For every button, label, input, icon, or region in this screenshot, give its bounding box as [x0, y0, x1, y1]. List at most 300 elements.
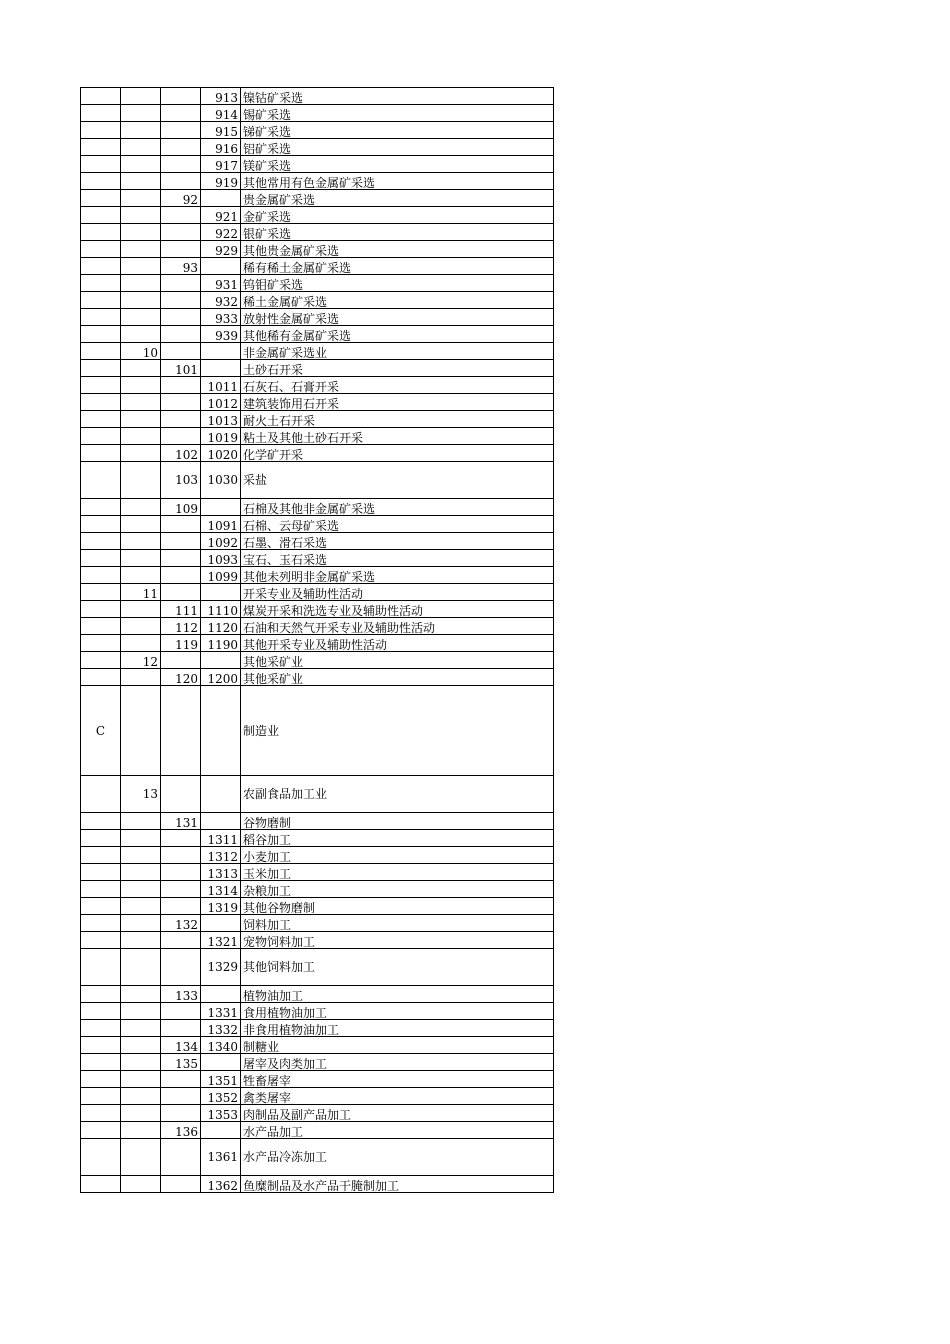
category-name-cell: 镍钴矿采选 — [241, 88, 554, 105]
division-code-cell — [121, 377, 161, 394]
category-name-cell: 稀有稀土金属矿采选 — [241, 258, 554, 275]
section-code-cell — [81, 1139, 121, 1176]
category-name-cell: 粘土及其他土砂石开采 — [241, 428, 554, 445]
section-code-cell — [81, 275, 121, 292]
classification-table — [80, 87, 554, 1193]
class-code-cell: 1311 — [201, 830, 241, 847]
group-code-cell — [161, 224, 201, 241]
group-code-cell — [161, 173, 201, 190]
section-code-cell — [81, 1003, 121, 1020]
section-code-cell — [81, 190, 121, 207]
group-code-cell: 119 — [161, 635, 201, 652]
table-row — [81, 1105, 554, 1122]
division-code-cell — [121, 499, 161, 516]
table-body — [81, 88, 554, 1193]
section-code-cell — [81, 881, 121, 898]
category-name-cell: 水产品加工 — [241, 1122, 554, 1139]
group-code-cell — [161, 686, 201, 776]
section-code-cell — [81, 462, 121, 499]
section-code-cell — [81, 122, 121, 139]
table-row — [81, 156, 554, 173]
section-code-cell — [81, 986, 121, 1003]
category-name-cell: 石棉及其他非金属矿采选 — [241, 499, 554, 516]
group-code-cell — [161, 652, 201, 669]
category-name-cell: 食用植物油加工 — [241, 1003, 554, 1020]
category-name-cell: 煤炭开采和洗选专业及辅助性活动 — [241, 601, 554, 618]
category-name-cell: 宠物饲料加工 — [241, 932, 554, 949]
division-code-cell — [121, 1054, 161, 1071]
division-code-cell — [121, 88, 161, 105]
table-row — [81, 139, 554, 156]
category-name-cell: 采盐 — [241, 462, 554, 499]
category-name-cell: 银矿采选 — [241, 224, 554, 241]
section-code-cell — [81, 1071, 121, 1088]
section-code-cell — [81, 1037, 121, 1054]
group-code-cell — [161, 864, 201, 881]
table-row — [81, 173, 554, 190]
division-code-cell — [121, 445, 161, 462]
group-code-cell — [161, 156, 201, 173]
category-name-cell: 化学矿开采 — [241, 445, 554, 462]
group-code-cell — [161, 550, 201, 567]
group-code-cell: 93 — [161, 258, 201, 275]
class-code-cell — [201, 986, 241, 1003]
class-code-cell: 1093 — [201, 550, 241, 567]
group-code-cell: 131 — [161, 813, 201, 830]
group-code-cell — [161, 1071, 201, 1088]
group-code-cell: 111 — [161, 601, 201, 618]
table-row — [81, 898, 554, 915]
group-code-cell — [161, 776, 201, 813]
section-code-cell — [81, 326, 121, 343]
class-code-cell: 1321 — [201, 932, 241, 949]
section-code-cell — [81, 1088, 121, 1105]
section-code-cell — [81, 309, 121, 326]
division-code-cell — [121, 550, 161, 567]
class-code-cell: 914 — [201, 105, 241, 122]
division-code-cell — [121, 462, 161, 499]
division-code-cell — [121, 949, 161, 986]
division-code-cell — [121, 618, 161, 635]
division-code-cell — [121, 864, 161, 881]
class-code-cell: 1314 — [201, 881, 241, 898]
section-code-cell — [81, 949, 121, 986]
division-code-cell: 12 — [121, 652, 161, 669]
division-code-cell — [121, 105, 161, 122]
section-code-cell — [81, 584, 121, 601]
group-code-cell — [161, 105, 201, 122]
table-row — [81, 864, 554, 881]
division-code-cell — [121, 309, 161, 326]
table-row — [81, 1071, 554, 1088]
table-row — [81, 105, 554, 122]
table-row — [81, 258, 554, 275]
category-name-cell: 其他贵金属矿采选 — [241, 241, 554, 258]
table-row — [81, 813, 554, 830]
table-row — [81, 1122, 554, 1139]
class-code-cell — [201, 686, 241, 776]
division-code-cell — [121, 847, 161, 864]
group-code-cell — [161, 881, 201, 898]
class-code-cell: 919 — [201, 173, 241, 190]
class-code-cell — [201, 360, 241, 377]
category-name-cell: 水产品冷冻加工 — [241, 1139, 554, 1176]
division-code-cell — [121, 1037, 161, 1054]
category-name-cell: 镁矿采选 — [241, 156, 554, 173]
class-code-cell: 1030 — [201, 462, 241, 499]
class-code-cell: 1331 — [201, 1003, 241, 1020]
group-code-cell — [161, 428, 201, 445]
class-code-cell: 1120 — [201, 618, 241, 635]
division-code-cell — [121, 813, 161, 830]
division-code-cell — [121, 830, 161, 847]
group-code-cell — [161, 1139, 201, 1176]
class-code-cell: 1110 — [201, 601, 241, 618]
table-row — [81, 1054, 554, 1071]
table-row — [81, 618, 554, 635]
table-row — [81, 224, 554, 241]
group-code-cell — [161, 932, 201, 949]
table-row — [81, 275, 554, 292]
division-code-cell: 11 — [121, 584, 161, 601]
group-code-cell — [161, 292, 201, 309]
section-code-cell — [81, 932, 121, 949]
table-row — [81, 499, 554, 516]
class-code-cell: 1361 — [201, 1139, 241, 1176]
category-name-cell: 其他饲料加工 — [241, 949, 554, 986]
class-code-cell: 1011 — [201, 377, 241, 394]
class-code-cell — [201, 915, 241, 932]
category-name-cell: 锑矿采选 — [241, 122, 554, 139]
group-code-cell — [161, 516, 201, 533]
division-code-cell — [121, 292, 161, 309]
table-row — [81, 932, 554, 949]
category-name-cell: 其他稀有金属矿采选 — [241, 326, 554, 343]
category-name-cell: 宝石、玉石采选 — [241, 550, 554, 567]
division-code-cell — [121, 360, 161, 377]
group-code-cell — [161, 122, 201, 139]
class-code-cell: 921 — [201, 207, 241, 224]
table-row — [81, 1003, 554, 1020]
table-row — [81, 292, 554, 309]
division-code-cell — [121, 567, 161, 584]
class-code-cell: 1340 — [201, 1037, 241, 1054]
division-code-cell — [121, 258, 161, 275]
class-code-cell: 929 — [201, 241, 241, 258]
category-name-cell: 石墨、滑石采选 — [241, 533, 554, 550]
division-code-cell — [121, 1122, 161, 1139]
class-code-cell: 1020 — [201, 445, 241, 462]
class-code-cell — [201, 813, 241, 830]
section-code-cell — [81, 847, 121, 864]
section-code-cell — [81, 88, 121, 105]
category-name-cell: 禽类屠宰 — [241, 1088, 554, 1105]
section-code-cell — [81, 139, 121, 156]
category-name-cell: 石油和天然气开采专业及辅助性活动 — [241, 618, 554, 635]
class-code-cell: 1332 — [201, 1020, 241, 1037]
table-row — [81, 445, 554, 462]
division-code-cell — [121, 156, 161, 173]
table-row — [81, 122, 554, 139]
section-code-cell — [81, 533, 121, 550]
class-code-cell — [201, 776, 241, 813]
section-code-cell — [81, 813, 121, 830]
group-code-cell: 135 — [161, 1054, 201, 1071]
group-code-cell: 112 — [161, 618, 201, 635]
group-code-cell: 133 — [161, 986, 201, 1003]
division-code-cell — [121, 122, 161, 139]
group-code-cell — [161, 533, 201, 550]
table-row — [81, 847, 554, 864]
class-code-cell: 1319 — [201, 898, 241, 915]
table-row — [81, 601, 554, 618]
category-name-cell: 放射性金属矿采选 — [241, 309, 554, 326]
division-code-cell — [121, 601, 161, 618]
table-row — [81, 360, 554, 377]
group-code-cell — [161, 1105, 201, 1122]
class-code-cell: 922 — [201, 224, 241, 241]
division-code-cell — [121, 326, 161, 343]
division-code-cell — [121, 1105, 161, 1122]
category-name-cell: 屠宰及肉类加工 — [241, 1054, 554, 1071]
table-row — [81, 533, 554, 550]
category-name-cell: 农副食品加工业 — [241, 776, 554, 813]
section-code-cell — [81, 258, 121, 275]
class-code-cell — [201, 499, 241, 516]
table-row — [81, 190, 554, 207]
category-name-cell: 非食用植物油加工 — [241, 1020, 554, 1037]
class-code-cell: 1091 — [201, 516, 241, 533]
table-row — [81, 550, 554, 567]
table-row — [81, 326, 554, 343]
category-name-cell: 稻谷加工 — [241, 830, 554, 847]
group-code-cell: 101 — [161, 360, 201, 377]
division-code-cell — [121, 533, 161, 550]
category-name-cell: 其他常用有色金属矿采选 — [241, 173, 554, 190]
category-name-cell: 肉制品及副产品加工 — [241, 1105, 554, 1122]
table-row — [81, 428, 554, 445]
class-code-cell: 1092 — [201, 533, 241, 550]
category-name-cell: 杂粮加工 — [241, 881, 554, 898]
class-code-cell: 1352 — [201, 1088, 241, 1105]
table-row — [81, 686, 554, 776]
group-code-cell: 109 — [161, 499, 201, 516]
category-name-cell: 鱼糜制品及水产品干腌制加工 — [241, 1176, 554, 1193]
class-code-cell: 1012 — [201, 394, 241, 411]
category-name-cell: 其他采矿业 — [241, 669, 554, 686]
class-code-cell: 1013 — [201, 411, 241, 428]
group-code-cell — [161, 1020, 201, 1037]
category-name-cell: 钨钼矿采选 — [241, 275, 554, 292]
table-row — [81, 915, 554, 932]
section-code-cell — [81, 550, 121, 567]
division-code-cell — [121, 275, 161, 292]
group-code-cell: 132 — [161, 915, 201, 932]
group-code-cell — [161, 88, 201, 105]
category-name-cell: 牲畜屠宰 — [241, 1071, 554, 1088]
category-name-cell: 开采专业及辅助性活动 — [241, 584, 554, 601]
category-name-cell: 铝矿采选 — [241, 139, 554, 156]
section-code-cell — [81, 1020, 121, 1037]
table-row — [81, 635, 554, 652]
section-code-cell — [81, 1105, 121, 1122]
category-name-cell: 土砂石开采 — [241, 360, 554, 377]
group-code-cell — [161, 343, 201, 360]
division-code-cell — [121, 139, 161, 156]
group-code-cell — [161, 847, 201, 864]
section-code-cell — [81, 1054, 121, 1071]
class-code-cell: 931 — [201, 275, 241, 292]
division-code-cell: 13 — [121, 776, 161, 813]
division-code-cell — [121, 190, 161, 207]
group-code-cell — [161, 411, 201, 428]
section-code-cell — [81, 652, 121, 669]
class-code-cell: 1200 — [201, 669, 241, 686]
category-name-cell: 建筑装饰用石开采 — [241, 394, 554, 411]
category-name-cell: 非金属矿采选业 — [241, 343, 554, 360]
group-code-cell: 102 — [161, 445, 201, 462]
section-code-cell — [81, 105, 121, 122]
table-row — [81, 377, 554, 394]
section-code-cell — [81, 224, 121, 241]
section-code-cell — [81, 445, 121, 462]
section-code-cell — [81, 1122, 121, 1139]
table-row — [81, 881, 554, 898]
section-code-cell — [81, 156, 121, 173]
section-code-cell — [81, 1176, 121, 1193]
table-row — [81, 652, 554, 669]
category-name-cell: 玉米加工 — [241, 864, 554, 881]
division-code-cell — [121, 1071, 161, 1088]
section-code-cell — [81, 173, 121, 190]
section-code-cell — [81, 516, 121, 533]
category-name-cell: 其他开采专业及辅助性活动 — [241, 635, 554, 652]
division-code-cell — [121, 411, 161, 428]
category-name-cell: 稀土金属矿采选 — [241, 292, 554, 309]
group-code-cell: 134 — [161, 1037, 201, 1054]
division-code-cell — [121, 207, 161, 224]
table-row — [81, 88, 554, 105]
division-code-cell — [121, 915, 161, 932]
table-row — [81, 516, 554, 533]
section-code-cell — [81, 499, 121, 516]
division-code-cell — [121, 1088, 161, 1105]
class-code-cell — [201, 343, 241, 360]
class-code-cell — [201, 190, 241, 207]
class-code-cell: 1362 — [201, 1176, 241, 1193]
division-code-cell — [121, 669, 161, 686]
section-code-cell — [81, 207, 121, 224]
division-code-cell — [121, 1176, 161, 1193]
category-name-cell: 小麦加工 — [241, 847, 554, 864]
division-code-cell — [121, 428, 161, 445]
section-code-cell — [81, 377, 121, 394]
division-code-cell — [121, 394, 161, 411]
table-row — [81, 343, 554, 360]
section-code-cell — [81, 635, 121, 652]
class-code-cell: 1329 — [201, 949, 241, 986]
group-code-cell — [161, 139, 201, 156]
division-code-cell — [121, 1139, 161, 1176]
group-code-cell — [161, 309, 201, 326]
class-code-cell: 1353 — [201, 1105, 241, 1122]
section-code-cell — [81, 830, 121, 847]
table-row — [81, 241, 554, 258]
section-code-cell — [81, 292, 121, 309]
table-row — [81, 986, 554, 1003]
group-code-cell — [161, 377, 201, 394]
class-code-cell: 1019 — [201, 428, 241, 445]
table-row — [81, 411, 554, 428]
category-name-cell: 植物油加工 — [241, 986, 554, 1003]
table-row — [81, 462, 554, 499]
section-code-cell — [81, 864, 121, 881]
division-code-cell — [121, 1020, 161, 1037]
table-row — [81, 776, 554, 813]
section-code-cell — [81, 915, 121, 932]
class-code-cell: 932 — [201, 292, 241, 309]
class-code-cell: 939 — [201, 326, 241, 343]
division-code-cell — [121, 986, 161, 1003]
class-code-cell: 917 — [201, 156, 241, 173]
division-code-cell — [121, 516, 161, 533]
division-code-cell — [121, 635, 161, 652]
class-code-cell — [201, 1122, 241, 1139]
table-row — [81, 207, 554, 224]
table-row — [81, 949, 554, 986]
category-name-cell: 制造业 — [241, 686, 554, 776]
category-name-cell: 锡矿采选 — [241, 105, 554, 122]
category-name-cell: 石棉、云母矿采选 — [241, 516, 554, 533]
division-code-cell — [121, 881, 161, 898]
category-name-cell: 贵金属矿采选 — [241, 190, 554, 207]
group-code-cell — [161, 830, 201, 847]
division-code-cell — [121, 173, 161, 190]
class-code-cell: 915 — [201, 122, 241, 139]
division-code-cell: 10 — [121, 343, 161, 360]
category-name-cell: 其他采矿业 — [241, 652, 554, 669]
section-code-cell — [81, 669, 121, 686]
section-code-cell — [81, 241, 121, 258]
class-code-cell — [201, 652, 241, 669]
category-name-cell: 其他谷物磨制 — [241, 898, 554, 915]
table-row — [81, 1037, 554, 1054]
group-code-cell — [161, 241, 201, 258]
class-code-cell: 1313 — [201, 864, 241, 881]
class-code-cell — [201, 1054, 241, 1071]
section-code-cell — [81, 343, 121, 360]
class-code-cell: 913 — [201, 88, 241, 105]
group-code-cell — [161, 898, 201, 915]
category-name-cell: 石灰石、石膏开采 — [241, 377, 554, 394]
category-name-cell: 金矿采选 — [241, 207, 554, 224]
group-code-cell — [161, 1088, 201, 1105]
table-row — [81, 1139, 554, 1176]
class-code-cell: 1099 — [201, 567, 241, 584]
group-code-cell — [161, 949, 201, 986]
division-code-cell — [121, 686, 161, 776]
section-code-cell — [81, 567, 121, 584]
class-code-cell: 1190 — [201, 635, 241, 652]
section-code-cell — [81, 428, 121, 445]
category-name-cell: 谷物磨制 — [241, 813, 554, 830]
class-code-cell: 1351 — [201, 1071, 241, 1088]
division-code-cell — [121, 224, 161, 241]
division-code-cell — [121, 1003, 161, 1020]
class-code-cell: 1312 — [201, 847, 241, 864]
group-code-cell — [161, 275, 201, 292]
class-code-cell — [201, 584, 241, 601]
